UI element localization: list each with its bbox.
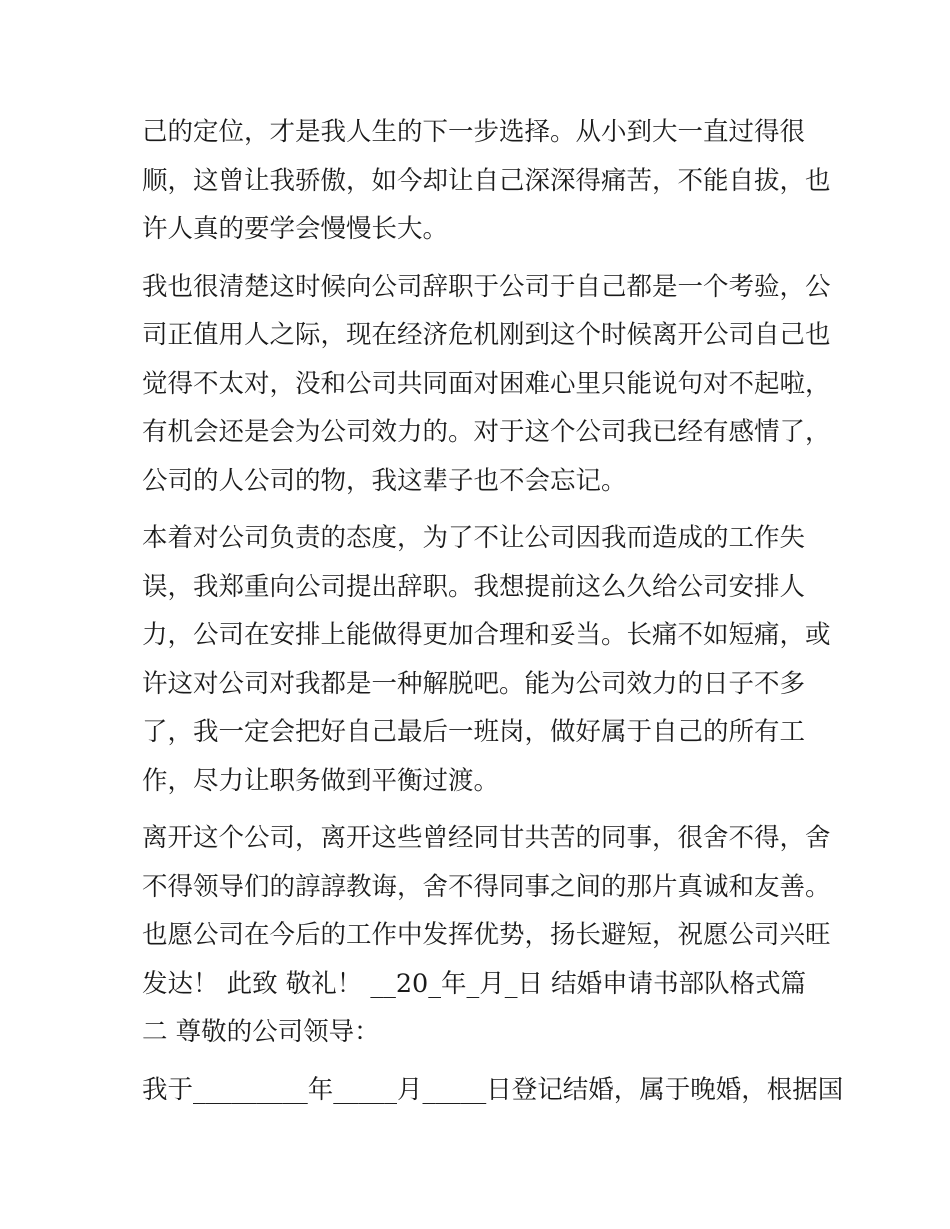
text-line: 公司的人公司的物，我这辈子也不会忘记。: [142, 465, 627, 496]
text-line: 误，我郑重向公司提出辞职。我想提前这么久给公司安排人: [142, 571, 806, 602]
text-line: 己的定位，才是我人生的下一步选择。从小到大一直过得很: [142, 117, 806, 147]
text-line: 二 尊敬的公司领导：: [142, 1017, 380, 1047]
text-line: 许这对公司对我都是一种解脱吧。能为公司效力的日子不多: [142, 668, 806, 699]
paragraph: [142, 514, 831, 805]
paragraph-gap: [142, 505, 822, 514]
text-line: 司正值用人之际，现在经济危机刚到这个时候离开公司自己也: [142, 320, 831, 350]
document-body: [142, 108, 844, 1114]
text-line: 作，尽力让职务做到平衡过渡。: [142, 765, 500, 796]
text-line: 本着对公司负责的态度，为了不让公司因我而造成的工作失: [142, 523, 806, 553]
paragraph: [142, 814, 831, 1057]
paragraph-gap: [142, 254, 822, 263]
text-line: 也愿公司在今后的工作中发挥优势，扬长避短，祝愿公司兴旺: [142, 920, 831, 950]
text-line: 顺，这曾让我骄傲，如今却让自己深深得痛苦，不能自拔，也: [142, 165, 831, 196]
paragraph-gap: [142, 805, 822, 814]
text-line: 觉得不太对，没和公司共同面对困难心里只能说句对不起啦，: [142, 368, 831, 399]
text-line: 了，我一定会把好自己最后一班岗，做好属于自己的所有工: [142, 717, 806, 747]
text-line: 我于_________年_____月_____日登记结婚，属于晚婚，根据国: [142, 1074, 844, 1105]
paragraph: [142, 263, 831, 506]
paragraph-gap: [142, 1057, 822, 1066]
text-line: 发达！ 此致 敬礼！ __20_年_月_日 结婚申请书部队格式篇: [142, 968, 807, 999]
text-line: 力，公司在安排上能做得更加合理和妥当。长痛不如短痛，或: [142, 620, 831, 650]
text-line: 许人真的要学会慢慢长大。: [142, 214, 449, 244]
paragraph: [142, 108, 831, 254]
text-line: 有机会还是会为公司效力的。对于这个公司我已经有感情了，: [142, 417, 831, 447]
text-line: 离开这个公司，离开这些曾经同甘共苦的同事，很舍不得，舍: [142, 823, 831, 853]
text-line: 我也很清楚这时候向公司辞职于公司于自己都是一个考验，公: [142, 271, 831, 302]
paragraph: [142, 1066, 844, 1115]
text-line: 不得领导们的諄諄教诲，舍不得同事之间的那片真诚和友善。: [142, 871, 831, 902]
